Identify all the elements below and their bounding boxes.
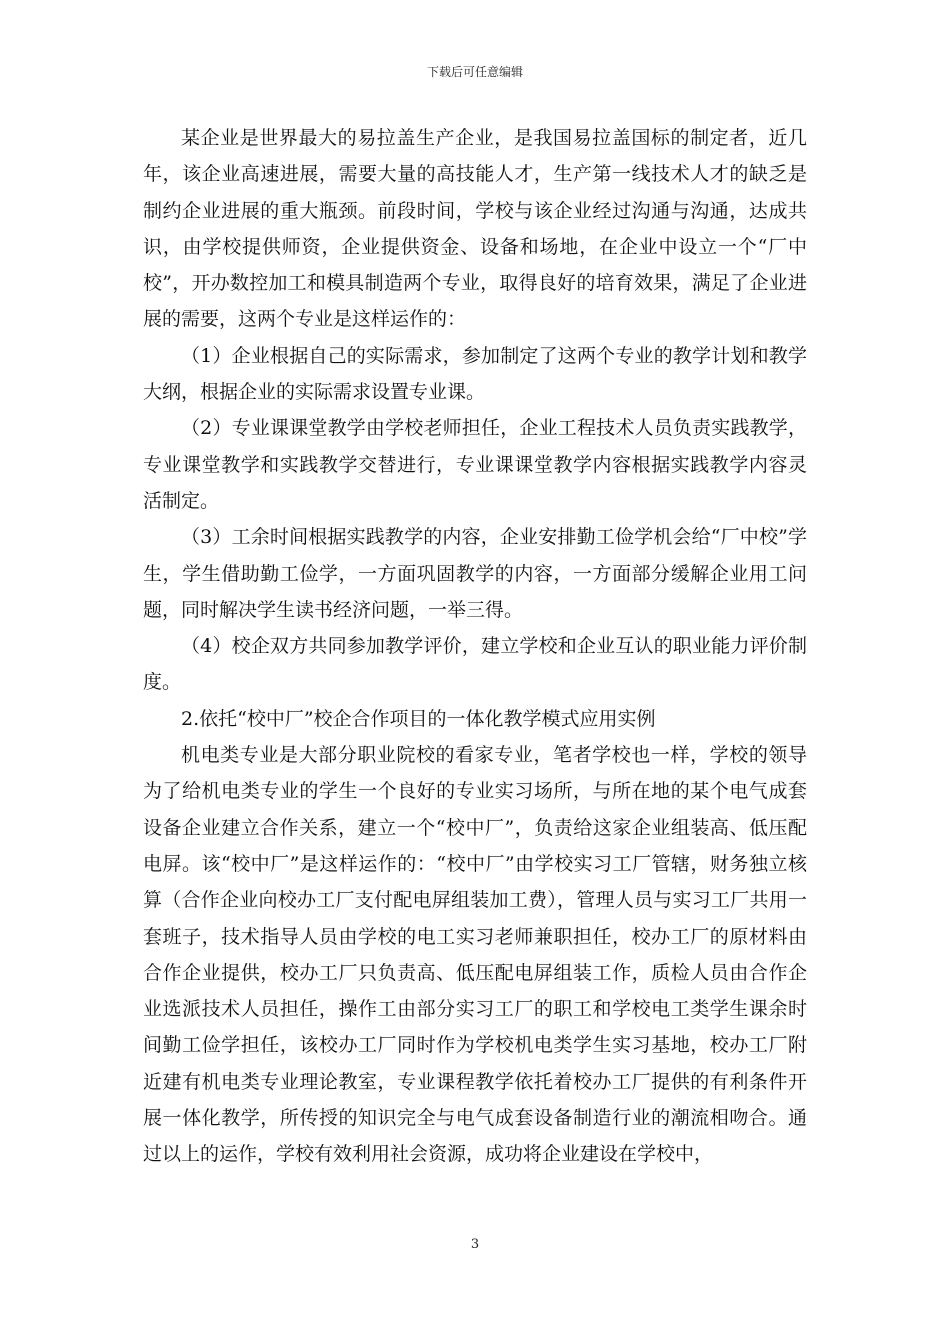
page-header: 下载后可任意编辑 [426, 65, 523, 79]
paragraph-item-2: （2）专业课课堂教学由学校老师担任，企业工程技术人员负责实践教学，专业课堂教学和实践教学交替进行，专业课课堂教学内容根据实践教学内容灵活制定。 [143, 417, 807, 512]
paragraph-item-3: （3）工余时间根据实践教学的内容，企业安排勤工俭学机会给“厂中校”学生，学生借助勤工俭学，一方面巩固教学的内容，一方面部分缓解企业用工问题，同时解决学生读书经济问题，一举三得。 [143, 526, 807, 621]
paragraph-item-1: （1）企业根据自己的实际需求，参加制定了这两个专业的教学计划和教学大纲，根据企业的实际需求设置专业课。 [143, 344, 807, 404]
paragraph-item-4: （4）校企双方共同参加教学评价，建立学校和企业互认的职业能力评价制度。 [143, 635, 807, 694]
paragraph-example: 机电类专业是大部分职业院校的看家专业，笔者学校也一样，学校的领导为了给机电类专业的学生一个良好的专业实习场所，与所在地的某个电气成套设备企业建立合作关系，建立一个“校中厂”，负责给这家企业组装高、低压配电屏。该“校中厂”是这样运作的：“校中厂”由学校实习工厂管辖，财务独立核算（合作企业向校办工厂支付配电屏组装加工费），管理人员与实习工厂共用一套班子，技术指导人员由学校的电工实习老师兼职担任，校办工厂的原材料由合作企业提供，校办工厂只负责高、低压配电屏组装工作，质检人员由合作企业选派技术人员担任，操作工由部分实习工厂的职工和学校电工类学生课余时间勤工俭学担任，该校办工厂同时作为学校机电类学生实习基地，校办工厂附近建有机电类专业理论教室，专业课程教学依托着校办工厂提供的有利条件开展一体化教学，所传授的知识完全与电气成套设备制造行业的潮流相吻合。通过以上的运作，学校有效利用社会资源，成功将企业建设在学校中， [143, 744, 807, 1166]
page-number: 3 [470, 1237, 480, 1252]
paragraph-intro: 某企业是世界最大的易拉盖生产企业，是我国易拉盖国标的制定者，近几年，该企业高速进展，需要大量的高技能人才，生产第一线技术人才的缺乏是制约企业进展的重大瓶颈。前段时间，学校与该企业经过沟通与沟通，达成共识，由学校提供师资，企业提供资金、设备和场地，在企业中设立一个“厂中校”，开办数控加工和模具制造两个专业，取得良好的培育效果，满足了企业进展的需要，这两个专业是这样运作的： [143, 127, 807, 331]
body-text [143, 120, 807, 1173]
section-heading: 2.依托“校中厂”校企合作项目的一体化教学模式应用实例 [181, 707, 656, 730]
